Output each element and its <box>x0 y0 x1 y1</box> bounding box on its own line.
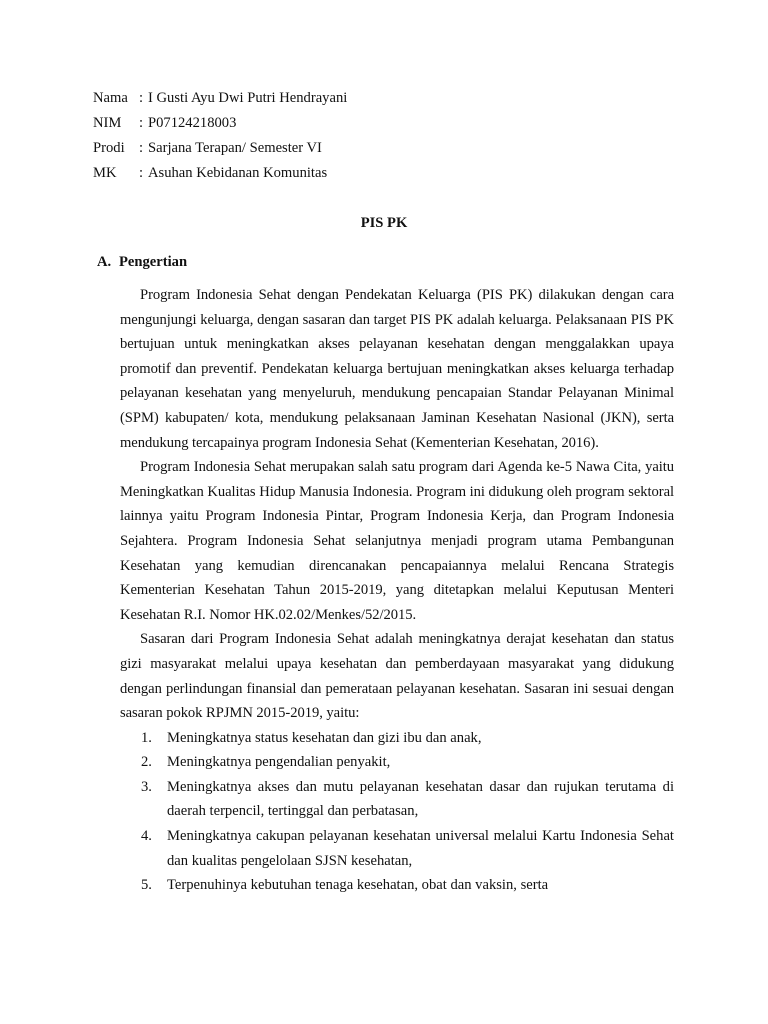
nim-value: P07124218003 <box>148 115 237 131</box>
list-item-number: 2. <box>141 754 152 771</box>
nim-label: NIM <box>93 115 122 131</box>
paragraph: Sasaran dari Program Indonesia Sehat adalah meningkatnya derajat kesehatan dan status gizi masyarakat melalui upaya kesehatan dan pemberdayaan masyarakat yang didukung dengan perlindungan finansial dan pemerataan pelayanan kesehatan. Sasaran ini sesuai dengan sasaran pokok RPJMN 2015-2019, yaitu: <box>120 631 674 722</box>
nama-label: Nama <box>93 90 128 106</box>
mk-value: Asuhan Kebidanan Komunitas <box>148 165 328 181</box>
list-item-text: Terpenuhinya kebutuhan tenaga kesehatan, obat dan vaksin, serta <box>167 877 549 894</box>
list-item-number: 5. <box>141 877 152 894</box>
mk-label: MK <box>93 165 117 181</box>
mk-separator: : <box>139 165 144 181</box>
identity-row-nim <box>93 111 347 136</box>
identity-row-nama <box>93 86 347 111</box>
list-item-number: 4. <box>141 828 152 845</box>
nama-separator: : <box>139 90 144 106</box>
nim-separator: : <box>139 115 144 131</box>
list-item <box>120 824 674 873</box>
section-letter: A. <box>97 254 112 270</box>
section-heading <box>97 251 187 273</box>
list-item-number: 3. <box>141 778 152 795</box>
list-item <box>120 775 674 824</box>
identity-block <box>93 86 347 186</box>
list-item <box>120 750 674 775</box>
identity-row-mk <box>93 161 347 186</box>
prodi-separator: : <box>139 140 144 156</box>
section-body <box>120 283 674 898</box>
list-item <box>120 726 674 751</box>
section-title: Pengertian <box>119 254 188 270</box>
list-item-number: 1. <box>141 729 152 746</box>
paragraph: Program Indonesia Sehat dengan Pendekatan Keluarga (PIS PK) dilakukan dengan cara mengunjungi keluarga, dengan sasaran dan target PIS PK adalah keluarga. Pelaksanaan PIS PK bertujuan untuk meningkatkan akses pelayanan kesehatan dengan menggalakkan upaya promotif dan preventif. Pendekatan keluarga bertujuan meningkatkan akses keluarga terhadap pelayanan kesehatan yang menyeluruh, mendukung pencapaian Standar Pelayanan Minimal (SPM) kabupaten/ kota, mendukung pelaksanaan Jaminan Kesehatan Nasional (JKN), serta mendukung tercapainya program Indonesia Sehat (Kementerian Kesehatan, 2016). <box>120 287 674 451</box>
numbered-list <box>120 726 674 898</box>
list-item-text: Meningkatnya akses dan mutu pelayanan kesehatan dasar dan rujukan terutama di daerah terpencil, tertinggal dan perbatasan, <box>167 778 674 820</box>
prodi-value: Sarjana Terapan/ Semester VI <box>148 140 322 156</box>
nama-value: I Gusti Ayu Dwi Putri Hendrayani <box>148 90 348 106</box>
prodi-label: Prodi <box>93 140 125 156</box>
list-item <box>120 873 674 898</box>
identity-row-prodi <box>93 136 347 161</box>
document-title: PIS PK <box>360 215 408 231</box>
list-item-text: Meningkatnya cakupan pelayanan kesehatan universal melalui Kartu Indonesia Sehat dan kualitas pengelolaan SJSN kesehatan, <box>167 828 674 869</box>
paragraph: Program Indonesia Sehat merupakan salah satu program dari Agenda ke-5 Nawa Cita, yaitu Meningkatkan Kualitas Hidup Manusia Indonesia. Program ini didukung oleh program sektoral lainnya yaitu Program Indonesia Pintar, Program Indonesia Kerja, dan Program Indonesia Sejahtera. Program Indonesia Sehat selanjutnya menjadi program utama Pembangunan Kesehatan yang kemudian direncanakan pencapaiannya melalui Rencana Strategis Kementerian Kesehatan Tahun 2015-2019, yang ditetapkan melalui Keputusan Menteri Kesehatan R.I. Nomor HK.02.02/Menkes/52/2015. <box>120 459 674 623</box>
list-item-text: Meningkatnya pengendalian penyakit, <box>167 754 391 771</box>
list-item-text: Meningkatnya status kesehatan dan gizi ibu dan anak, <box>167 729 482 746</box>
